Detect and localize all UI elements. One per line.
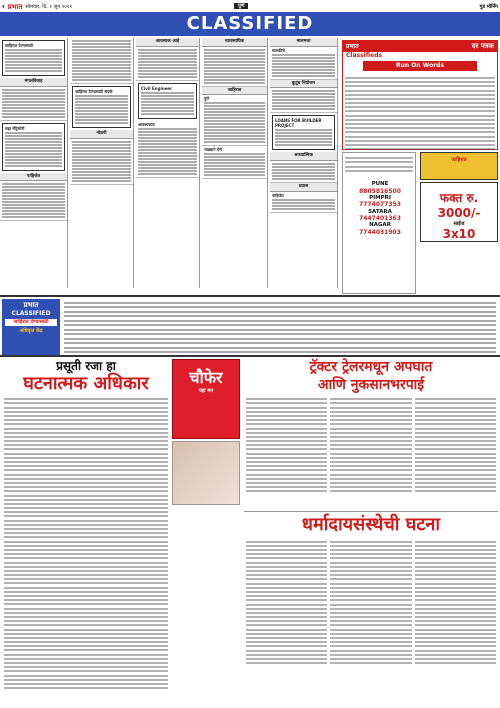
advert-offer bbox=[420, 152, 498, 294]
edition-city: पुणे bbox=[234, 3, 248, 9]
price-box bbox=[420, 182, 498, 242]
ad-card bbox=[0, 181, 67, 221]
classified-column-2 bbox=[70, 38, 134, 288]
news-area bbox=[0, 357, 500, 708]
category-heading: जाहिरात bbox=[202, 87, 267, 96]
chaufer-box bbox=[172, 359, 240, 439]
newspaper-logo: प्रभात bbox=[7, 2, 23, 11]
category-heading: नोकरी bbox=[70, 130, 133, 139]
ad-card bbox=[2, 40, 65, 76]
ad-heading: मालकीचे bbox=[272, 47, 285, 53]
phone-number: 7447401363 bbox=[359, 215, 401, 223]
ad-card bbox=[72, 86, 131, 128]
headline-line-2: घटनात्मक अधिकार bbox=[23, 373, 149, 394]
ad-card bbox=[136, 121, 199, 178]
phone-city: PUNE bbox=[371, 181, 389, 187]
contact-phones bbox=[343, 181, 417, 236]
centers-list bbox=[64, 299, 496, 355]
ad-card bbox=[138, 83, 197, 119]
classified-column-4 bbox=[202, 38, 268, 288]
phone-number: 7774077353 bbox=[359, 201, 401, 209]
phone-number: 8805816500 bbox=[359, 187, 401, 195]
chaufer-sub: पहा मत bbox=[198, 388, 214, 394]
headline-line-2: आणि नुकसानभरपाई bbox=[317, 376, 425, 393]
classified-column-3 bbox=[136, 38, 200, 288]
rate-card-logo: प्रभात bbox=[346, 42, 359, 50]
price-value: 3000/- bbox=[437, 206, 481, 220]
strip-logo bbox=[2, 299, 60, 355]
page-header bbox=[0, 0, 500, 38]
category-heading: पाहिजेत bbox=[0, 173, 67, 182]
category-heading: प्रवास bbox=[270, 183, 337, 192]
story-headline: धर्मादायसंस्थेची घटना bbox=[301, 514, 441, 535]
ad-heading: LOANS FOR BUILDER PROJECT bbox=[275, 118, 322, 129]
headline-line-1: ट्रॅक्टर ट्रेलरमधून अपघात bbox=[309, 359, 433, 375]
story-photo bbox=[172, 441, 240, 505]
centers-strip bbox=[0, 295, 500, 357]
story-maternity-leave bbox=[2, 359, 170, 704]
strip-center: अधिकृत केंद्र bbox=[19, 327, 43, 334]
classified-column-5 bbox=[270, 38, 338, 288]
category-heading: व्यावसायिक bbox=[202, 38, 267, 47]
ad-card bbox=[70, 38, 133, 84]
edition-name: गुड मॉर्निंग bbox=[479, 3, 498, 10]
advert-label: जाहिरात bbox=[451, 157, 467, 163]
rate-card-brand-bar bbox=[343, 41, 497, 52]
header-line bbox=[2, 2, 498, 12]
size-value: 3x10 bbox=[442, 227, 476, 242]
banner-title: CLASSIFIED bbox=[186, 13, 314, 34]
ad-heading: जाहिरात देण्यासाठी bbox=[5, 43, 33, 48]
phone-city: NAGAR bbox=[369, 222, 391, 229]
ad-card bbox=[0, 87, 67, 121]
rate-card-classifieds: Classifieds bbox=[343, 52, 497, 60]
ad-heading: भाड्याने देणे bbox=[204, 147, 222, 153]
advert-box bbox=[420, 152, 498, 180]
phone-number: 7744031903 bbox=[359, 228, 401, 236]
ad-card bbox=[270, 161, 337, 183]
phone-city: SATARA bbox=[368, 208, 392, 215]
strip-brand: प्रभात bbox=[23, 301, 39, 309]
page-number: २ bbox=[2, 3, 5, 10]
headline-line-1: प्रसूती रजा हा bbox=[56, 359, 116, 373]
run-on-words: Run On Words bbox=[363, 61, 477, 71]
story-trust-constitution bbox=[244, 511, 498, 701]
ad-card bbox=[136, 47, 199, 81]
ad-card bbox=[272, 115, 335, 150]
rate-card-lower bbox=[340, 152, 500, 295]
ad-heading: जाहिरात देण्यासाठी संपर्क bbox=[75, 89, 113, 94]
ad-card bbox=[270, 192, 337, 213]
classified-banner bbox=[0, 12, 500, 36]
ad-heading: पाहिजेत bbox=[272, 192, 284, 198]
ad-card bbox=[270, 88, 337, 113]
ad-card bbox=[202, 95, 267, 146]
strip-subtitle: जाहिरात देण्यासाठी bbox=[5, 319, 57, 325]
ad-heading: Civil Engineer bbox=[141, 85, 173, 91]
strip-title: CLASSIFIED bbox=[11, 309, 51, 317]
ad-heading: पुणे bbox=[204, 96, 210, 102]
price-label: फक्त रु. bbox=[439, 191, 479, 205]
story-headline bbox=[2, 359, 170, 394]
ad-heading: शहा मॅट्रिमोनी bbox=[5, 125, 25, 131]
ad-card bbox=[70, 139, 133, 185]
ad-heading: आवश्यकता bbox=[138, 121, 155, 127]
classified-column-1 bbox=[0, 38, 68, 288]
category-heading: मंगलविवाह bbox=[0, 78, 67, 87]
category-heading: कुटुंब नियोजन bbox=[270, 80, 337, 89]
issue-date: सोमवार, दि. १ जून २०२१ bbox=[25, 3, 73, 10]
category-heading: मालमत्ता bbox=[270, 38, 337, 47]
rate-card bbox=[342, 40, 498, 150]
chaufer-title: चौफेर bbox=[189, 368, 223, 387]
phone-city: PIMPRI bbox=[369, 194, 391, 201]
contact-box bbox=[342, 152, 416, 294]
ad-card bbox=[202, 146, 267, 179]
ad-card bbox=[2, 123, 65, 171]
category-heading: आध्यात्मिक bbox=[270, 152, 337, 161]
category-heading: आवश्यक आहे bbox=[136, 38, 199, 47]
story-tractor-accident bbox=[244, 359, 498, 509]
size-label: साईज bbox=[453, 221, 465, 227]
ad-card bbox=[202, 47, 267, 87]
story-headline bbox=[244, 359, 498, 394]
ad-card bbox=[270, 47, 337, 80]
rate-card-panel bbox=[340, 38, 500, 295]
rate-card-title: दर पत्रक bbox=[471, 42, 494, 50]
